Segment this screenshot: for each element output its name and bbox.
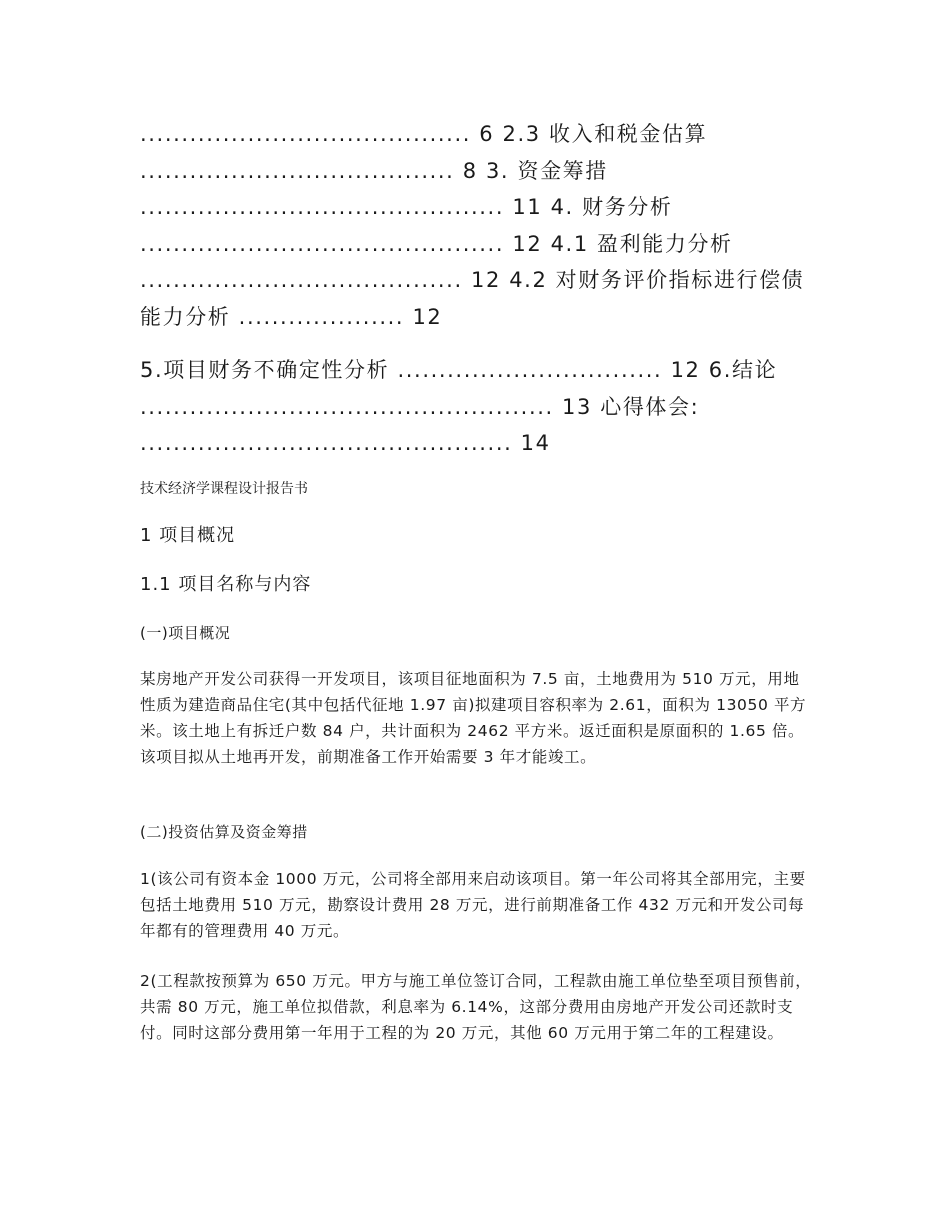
document-header: 技术经济学课程设计报告书 [140,481,308,497]
investment-item-2-paragraph: 2(工程款按预算为 650 万元。甲方与施工单位签订合同，工程款由施工单位垫至项目预售前，共需 80 万元，施工单位拟借款，利息率为 6.14%，这部分费用由房地产开发公司还款时支付。同时这部分费用第一年用于工程的为 20 万元，其他 60 万元用于第二年的工程建设。 [140,972,812,1042]
toc-line[interactable]: ............................................. 14 [140,431,551,455]
toc-line[interactable]: ....................................... 12 4.2 对财务评价指标进行偿债 [140,268,805,292]
toc-line[interactable]: 5.项目财务不确定性分析 ................................ 12 6.结论 [140,358,778,382]
table-of-contents [140,116,812,462]
toc-line[interactable]: .................................................. 13 心得体会: [140,394,700,419]
subsection-b-heading: (二)投资估算及资金筹措 [140,823,308,841]
toc-line[interactable]: ...................................... 8 3. 资金筹措 [140,158,608,183]
toc-line[interactable]: 能力分析 .................... 12 [140,304,443,329]
toc-spacer [140,335,812,352]
overview-paragraph: 某房地产开发公司获得一开发项目，该项目征地面积为 7.5 亩，土地费用为 510 万元，用地性质为建造商品住宅(其中包括代征地 1.97 亩)拟建项目容积率为 2.61，面积为 13050 平方米。该土地上有拆迁户数 84 户，共计面积为 2462 平方米。返迁面积是原面积的 1.65 倍。该项目拟从土地再开发，前期准备工作开始需要 3 年才能竣工。 [140,670,807,766]
investment-item-1-paragraph: 1(该公司有资本金 1000 万元，公司将全部用来启动该项目。第一年公司将其全部用完，主要包括土地费用 510 万元，勘察设计费用 28 万元，进行前期准备工作 432 万元和开发公司每年都有的管理费用 40 万元。 [140,870,806,940]
subsection-heading: 1.1 项目名称与内容 [140,574,312,595]
toc-line[interactable]: ............................................ 11 4. 财务分析 [140,195,673,219]
toc-line[interactable]: ........................................ 6 2.3 收入和税金估算 [140,122,708,146]
section-heading: 1 项目概况 [140,525,236,546]
toc-line[interactable]: ............................................ 12 4.1 盈利能力分析 [140,231,733,256]
subsection-a-heading: (一)项目概况 [140,624,231,642]
